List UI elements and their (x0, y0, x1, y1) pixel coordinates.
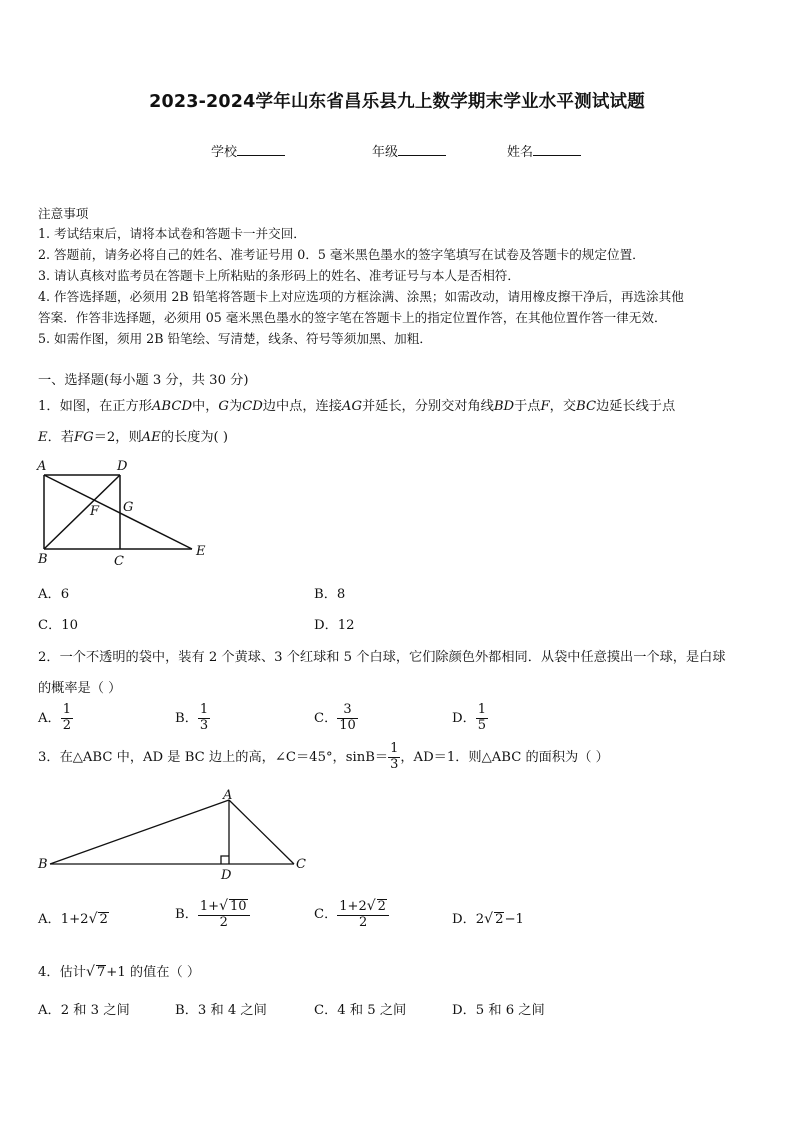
q3-stem: 3．在△ABC 中，AD 是 BC 边上的高，∠C＝45°，sinB＝ $\frac{1}{3}$ ，AD＝1．则△ABC 的面积为（ ） (38, 741, 609, 772)
notice-item: 3. 请认真核对监考员在答题卡上所粘贴的条形码上的姓名、准考证号与本人是否相符． (38, 268, 520, 283)
label-a: A (37, 459, 47, 474)
label-b: B (38, 552, 48, 567)
school-label: 学校 (211, 145, 238, 160)
label-c: C (114, 554, 124, 569)
name-label: 姓名 (507, 145, 534, 160)
q4-option-b: B．3 和 4 之间 (175, 1003, 267, 1018)
q2-option-c: C． $\frac{3}{10}$ (314, 702, 356, 733)
q1-line2: E．若FG＝2，则AE的长度为( ) (38, 430, 229, 445)
notice-item: 答案．作答非选择题，必须用 05 毫米黑色墨水的签字笔在答题卡上的指定位置作答，在其他位置作答一律无效． (38, 310, 667, 325)
name-blank (533, 142, 581, 156)
school-blank (237, 142, 285, 156)
q1-figure (30, 455, 220, 570)
label-g: G (123, 500, 134, 515)
q3-option-b: B． $\frac{1+√ 10}{2}$ (175, 898, 250, 931)
label-f: F (90, 504, 100, 519)
q1-option-c: C．10 (38, 618, 79, 633)
right-angle-mark (221, 856, 229, 864)
name-field (507, 141, 581, 160)
q2-option-b: B． $\frac{1}{3}$ (175, 702, 209, 733)
label-d: D (117, 459, 128, 474)
q3-option-a: A．1+2√ 2 (38, 911, 108, 927)
notice-item: 2. 答题前，请务必将自己的姓名、准考证号用 0．5 毫米黑色墨水的签字笔填写在试卷及答题卡的规定位置． (38, 247, 645, 262)
diagonal-bd (44, 475, 120, 549)
notice-item: 5. 如需作图，须用 2B 铅笔绘、写清楚，线条、符号等须加黑、加粗． (38, 331, 432, 346)
grade-label: 年级 (372, 145, 399, 160)
q2-option-a: A． $\frac{1}{2}$ (38, 702, 71, 733)
school-field (211, 141, 285, 160)
q4-option-a: A．2 和 3 之间 (38, 1003, 130, 1018)
q1-line1: 1．如图，在正方形ABCD中，G为CD边中点，连接AG并延长，分别交对角线BD于点F，交BC边延长线于点 (38, 399, 676, 414)
q1-option-a: A．6 (38, 587, 70, 602)
q1-option-d: D．12 (314, 618, 355, 633)
label-e: E (196, 544, 206, 559)
label-d: D (221, 868, 232, 883)
q3-option-c: C． $\frac{1+2√ 2}{2}$ (314, 898, 389, 931)
q2-line2: 的概率是（ ） (38, 681, 122, 696)
q2-line1: 2．一个不透明的袋中，装有 2 个黄球、3 个红球和 5 个白球，它们除颜色外都相同．从袋中任意摸出一个球，是白球 (38, 650, 726, 665)
grade-field (372, 141, 446, 160)
q1-option-b: B．8 (314, 587, 346, 602)
segment-ac (229, 800, 294, 864)
label-a: A (223, 788, 233, 803)
label-b: B (38, 857, 48, 872)
notice-heading: 注意事项 (38, 206, 89, 221)
q4-option-d: D．5 和 6 之间 (452, 1003, 545, 1018)
q3-option-d: D．2√ 2−1 (452, 911, 524, 927)
q4-stem: 4．估计√ 7+1 的值在（ ） (38, 964, 201, 980)
label-c: C (296, 857, 306, 872)
page-title: 2023-2024学年山东省昌乐县九上数学期末学业水平测试试题 (149, 92, 645, 112)
grade-blank (398, 142, 446, 156)
notice-item: 4. 作答选择题，必须用 2B 铅笔将答题卡上对应选项的方框涂满、涂黑；如需改动，请用橡皮擦干净后，再选涂其他 (38, 289, 684, 304)
segment-ba (50, 800, 229, 864)
notice-item: 1. 考试结束后，请将本试卷和答题卡一并交回． (38, 226, 306, 241)
segment-ae (44, 475, 192, 549)
q3-figure (30, 784, 320, 884)
section-heading: 一、选择题(每小题 3 分，共 30 分) (38, 373, 249, 388)
q2-option-d: D． $\frac{1}{5}$ (452, 702, 487, 733)
q4-option-c: C．4 和 5 之间 (314, 1003, 407, 1018)
